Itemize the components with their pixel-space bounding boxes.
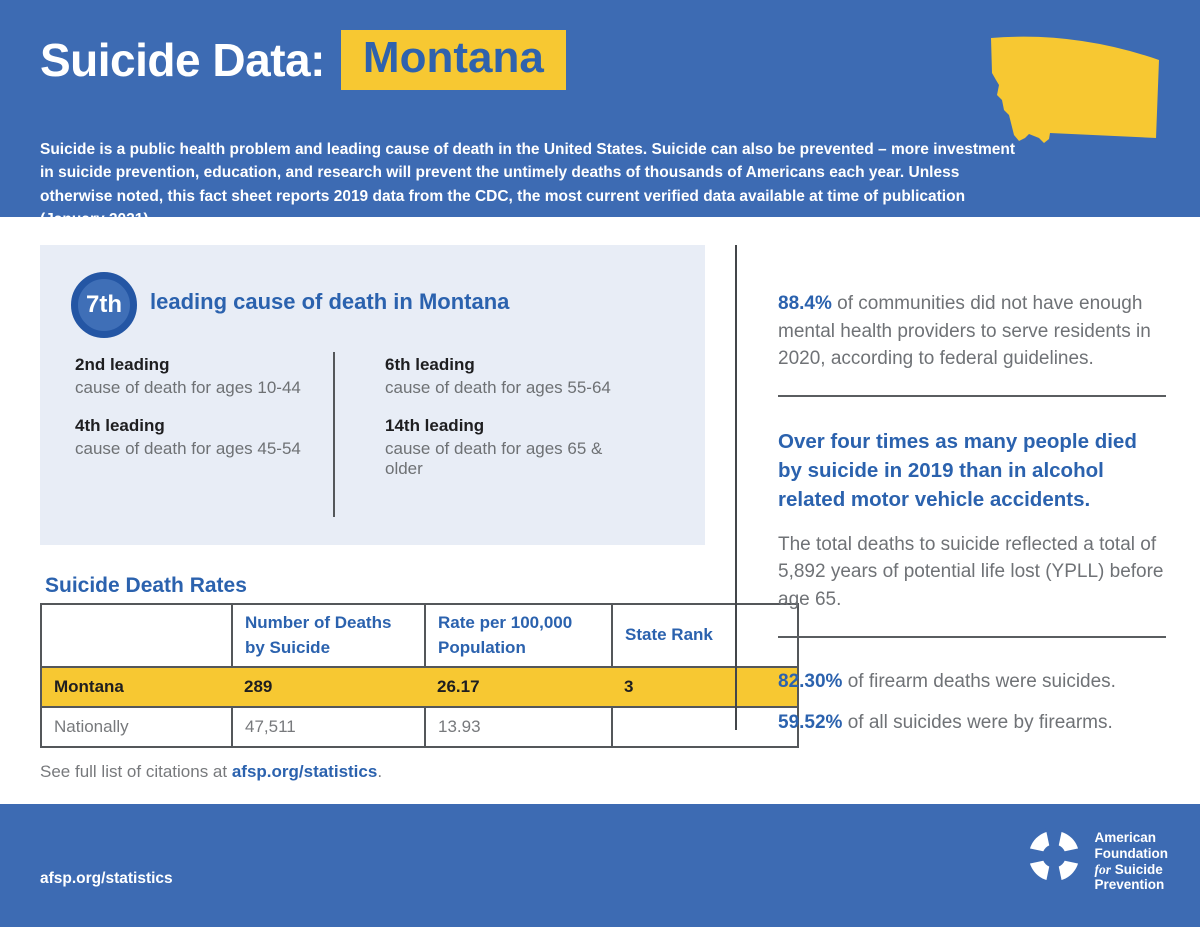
title-text: Suicide Data: xyxy=(40,33,325,86)
stat-value: 59.52% xyxy=(778,712,843,734)
cell-state: Montana xyxy=(41,667,232,707)
table-row-nationally xyxy=(41,707,798,747)
rank-column-left xyxy=(75,355,325,477)
rank-label: 14th leading xyxy=(385,416,485,435)
stat-text: of all suicides were by firearms. xyxy=(842,712,1113,734)
rank-desc: cause of death for ages 55-64 xyxy=(385,378,611,397)
rank-heading: leading cause of death in Montana xyxy=(150,289,510,314)
column-header-rank: State Rank xyxy=(612,604,798,667)
citation-suffix: . xyxy=(377,762,383,781)
stat-firearm-deaths xyxy=(778,668,1166,696)
cell-state: Nationally xyxy=(41,707,232,747)
stat-value: 82.30% xyxy=(778,670,843,692)
rank-item xyxy=(385,355,635,398)
table-title: Suicide Death Rates xyxy=(45,574,247,597)
column-header-deaths: Number of Deaths by Suicide xyxy=(232,604,425,667)
rank-item xyxy=(75,355,325,398)
rank-desc: cause of death for ages 65 & older xyxy=(385,439,603,478)
suicide-death-rates-table xyxy=(40,603,799,748)
header-band xyxy=(0,0,1200,229)
table-header-row xyxy=(41,604,798,667)
sidebar-divider xyxy=(778,636,1166,638)
montana-state-icon xyxy=(986,34,1163,146)
cell-rate: 13.93 xyxy=(425,707,612,747)
logo-line: for Suicide xyxy=(1094,861,1163,877)
rank-label: 4th leading xyxy=(75,416,165,435)
cell-rate: 26.17 xyxy=(425,667,612,707)
rank-item xyxy=(75,416,325,459)
logo-line: American xyxy=(1094,830,1157,845)
table-row-montana xyxy=(41,667,798,707)
column-header-blank xyxy=(41,604,232,667)
rank-desc: cause of death for ages 10-44 xyxy=(75,378,301,397)
stat-value: 88.4% xyxy=(778,293,832,314)
leading-cause-panel xyxy=(40,245,705,545)
ypll-text: The total deaths to suicide reflected a total of 5,892 years of potential life lost (YPLL) before age 65. xyxy=(778,533,1164,610)
panel-column-divider xyxy=(333,352,335,517)
stat-suicides-by-firearm xyxy=(778,709,1166,737)
rank-item xyxy=(385,416,635,479)
citation-line xyxy=(40,762,382,782)
cell-deaths: 47,511 xyxy=(232,707,425,747)
footer-url: afsp.org/statistics xyxy=(40,870,173,887)
alcohol-comparison-heading: Over four times as many people died by suicide in 2019 than in alcohol related motor vehicle accidents. xyxy=(778,430,1137,512)
intro-paragraph: Suicide is a public health problem and leading cause of death in the United States. Suicide can also be prevented – more investment in suicide prevention, education, and research will prevent the untimely deaths of thousands of Americans each year. Unless otherwise noted, this fact sheet reports 2019 data from the CDC, the most current verified data available at time of publication (January 2021). xyxy=(40,140,1016,229)
afsp-logo xyxy=(1026,828,1168,893)
stat-text: of communities did not have enough mental health providers to serve residents in 2020, according to federal guidelines. xyxy=(778,293,1151,370)
rank-badge: 7th xyxy=(71,272,137,338)
cell-rank xyxy=(612,707,798,747)
rank-label: 6th leading xyxy=(385,355,475,374)
sidebar-divider xyxy=(778,395,1166,397)
rank-desc: cause of death for ages 45-54 xyxy=(75,439,301,458)
column-header-rate: Rate per 100,000 Population xyxy=(425,604,612,667)
afsp-logo-text xyxy=(1095,828,1168,893)
logo-line: Foundation xyxy=(1094,845,1168,861)
content-divider xyxy=(735,245,737,730)
stat-text: of firearm deaths were suicides. xyxy=(842,670,1116,692)
cell-rank: 3 xyxy=(612,667,798,707)
state-name-highlight: Montana xyxy=(341,30,566,90)
rank-column-right xyxy=(385,355,635,497)
cell-deaths: 289 xyxy=(232,667,425,707)
stat-communities xyxy=(778,290,1166,373)
footer-band xyxy=(0,804,1200,927)
page-title xyxy=(40,30,566,90)
rank-label: 2nd leading xyxy=(75,355,170,374)
sidebar-stats xyxy=(778,290,1166,737)
citation-prefix: See full list of citations at xyxy=(40,762,232,781)
logo-line: Prevention xyxy=(1094,877,1165,893)
lifesaver-ring-icon xyxy=(1026,828,1082,884)
citation-link[interactable]: afsp.org/statistics xyxy=(231,762,378,781)
